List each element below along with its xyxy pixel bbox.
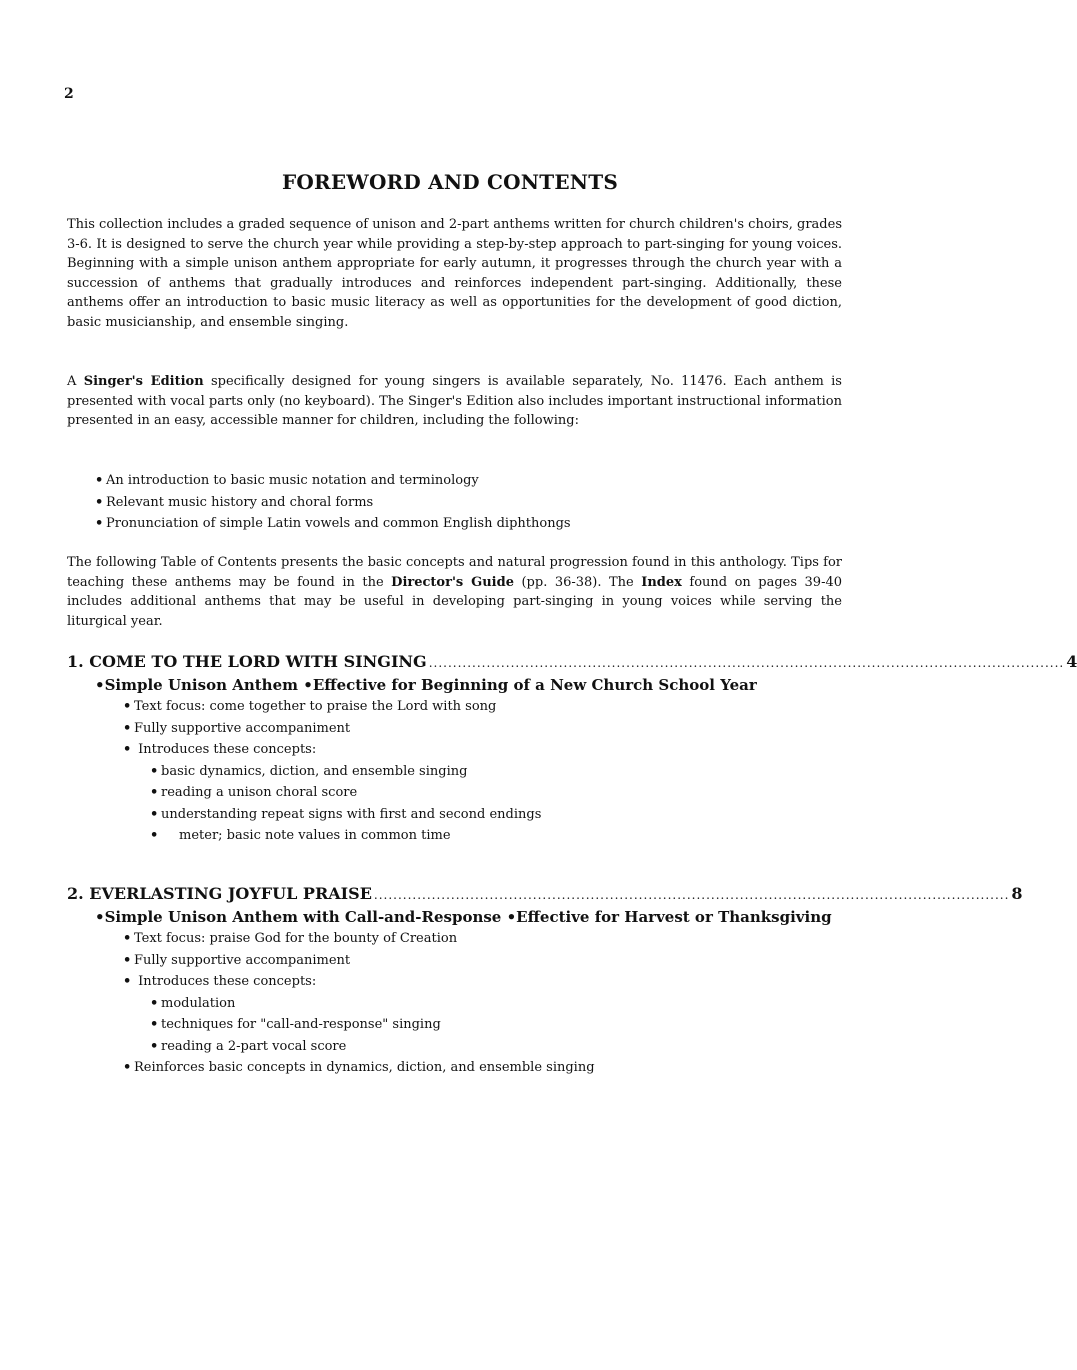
toc-subheading [95, 674, 844, 696]
intro-paragraph-2 [67, 372, 842, 431]
list-item: • modulation [150, 993, 844, 1015]
list-item: • Fully supportive accompaniment [123, 718, 844, 740]
toc-entry-2 [67, 883, 1023, 1079]
toc-heading [67, 883, 1023, 906]
list-item: • An introduction to basic music notation and terminology [95, 470, 571, 492]
list-item: • Relevant music history and choral forms [95, 492, 571, 514]
toc-number: 1. [67, 652, 84, 671]
list-item: • Text focus: come together to praise the Lord with song [123, 696, 844, 718]
index-label: Index [641, 574, 682, 590]
toc-dot-leader: .................................................................................................................................... [373, 888, 1010, 902]
toc-number: 2. [67, 884, 84, 903]
toc-subheading [95, 906, 844, 928]
introduces-label: Introduces these concepts: [138, 974, 317, 989]
toc-entry-1 [67, 651, 1077, 847]
list-item [123, 971, 844, 1057]
toc-dot-leader: .................................................................................................................................... [428, 656, 1065, 670]
page-title: FOREWORD AND CONTENTS [282, 170, 618, 194]
toc-title: EVERLASTING JOYFUL PRAISE [89, 884, 372, 903]
intro-paragraph-1: This collection includes a graded sequence of unison and 2-part anthems written for church children's choirs, grades 3-6. It is designed to serve the church year while providing a step-by-step approach to part-singing for young voices. Beginning with a simple unison anthem appropriate for early autumn, it progresses through the church year with a succession of anthems that gradually introduces and reinforces independent part-singing. Additionally, these anthems offer an introduction to basic music literacy as well as opportunities for the development of good diction, basic musicianship, and ensemble singing. [67, 217, 842, 330]
singers-edition-label: Singer's Edition [83, 374, 204, 389]
subhead-part-1: • Simple Unison Anthem with Call-and-Response [95, 908, 501, 926]
subhead-part-1: • Simple Unison Anthem [95, 676, 298, 694]
subhead-part-2: • Effective for Harvest or Thanksgiving [501, 908, 831, 926]
list-item: • Fully supportive accompaniment [123, 950, 844, 972]
introduces-label: Introduces these concepts: [138, 742, 317, 757]
p3-text-c: found on pages 39-40 includes additional anthems that may be useful in developing part-singing in young voices while serving the liturgical year. [67, 574, 843, 629]
toc-details-list [67, 928, 844, 1079]
list-item: • Text focus: praise God for the bounty of Creation [123, 928, 844, 950]
list-item: • Pronunciation of simple Latin vowels and common English diphthongs [95, 513, 571, 535]
toc-details-list [67, 696, 844, 847]
list-item [150, 825, 844, 847]
page-number: 2 [64, 86, 74, 102]
list-item: • reading a 2-part vocal score [150, 1036, 844, 1058]
p3-text-b: (pp. 36-38). The [513, 574, 642, 590]
p3-text-a: The following Table of Contents presents the basic concepts and natural progression found in this anthology. Tips for teaching these anthems may be found in the [67, 555, 842, 590]
p2-text-a: A [67, 374, 84, 389]
concepts-list [123, 993, 844, 1058]
directors-guide-label: Director's Guide [391, 574, 514, 590]
toc-heading [67, 651, 1077, 674]
intro-paragraph-3 [67, 553, 842, 631]
list-item: • understanding repeat signs with first and second endings [150, 804, 844, 826]
toc-title: COME TO THE LORD WITH SINGING [89, 652, 427, 671]
subhead-part-2: • Effective for Beginning of a New Church School Year [298, 676, 757, 694]
concepts-list [123, 761, 844, 847]
concept-text: meter; basic note values in common time [179, 828, 451, 843]
list-item [123, 739, 844, 847]
list-item: • Reinforces basic concepts in dynamics, diction, and ensemble singing [123, 1057, 844, 1079]
list-item: • reading a unison choral score [150, 782, 844, 804]
p2-text-b: specifically designed for young singers is available separately, No. 11476. Each anthem is presented with vocal parts only (no keyboard). The Singer's Edition also includes important instructional information presented in an easy, accessible manner for children, including the following: [67, 374, 842, 429]
list-item: • basic dynamics, diction, and ensemble singing [150, 761, 844, 783]
toc-page-number: 8 [1011, 884, 1023, 903]
toc-page-number: 4 [1066, 652, 1077, 671]
edition-feature-list [95, 470, 571, 535]
list-item: • techniques for "call-and-response" singing [150, 1014, 844, 1036]
